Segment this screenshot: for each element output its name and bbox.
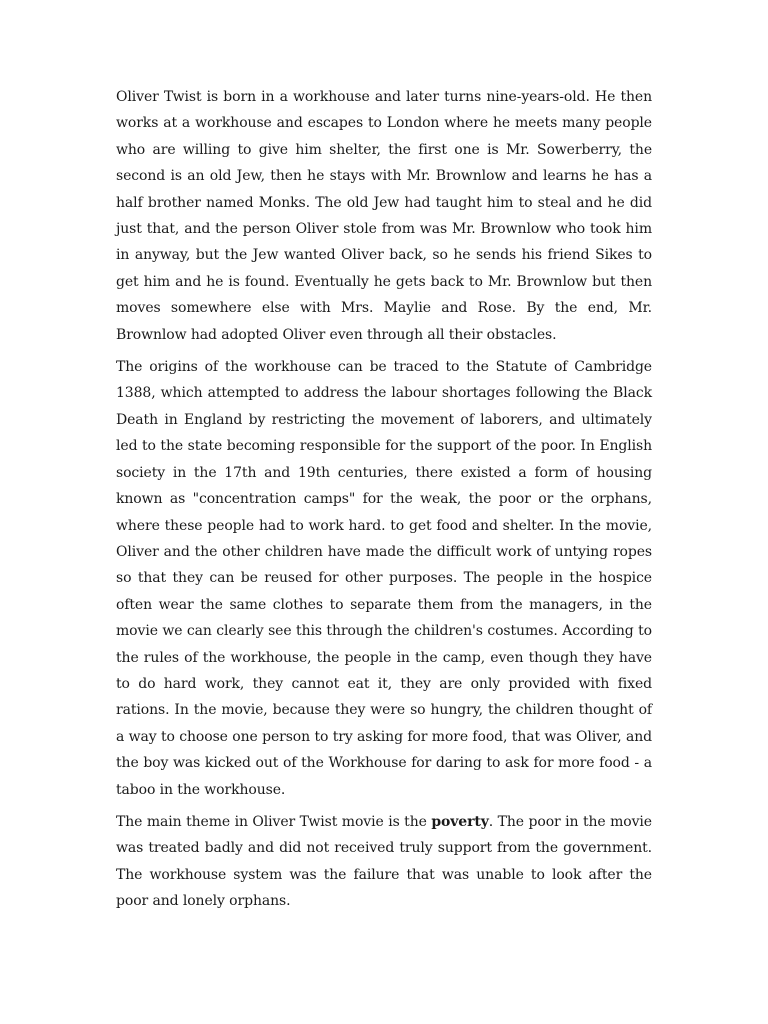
paragraph-main-theme (116, 809, 652, 915)
paragraph-plot-summary: Oliver Twist is born in a workhouse and later turns nine-years-old. He then works at a workhouse and escapes to London where he meets many people who are willing to give him shelter, the first one is Mr. Sowerberry, the second is an old Jew, then he stays with Mr. Brownlow and learns he has a half brother named Monks. The old Jew had taught him to steal and he did just that, and the person Oliver stole from was Mr. Brownlow who took him in anyway, but the Jew wanted Oliver back, so he sends his friend Sikes to get him and he is found. Eventually he gets back to Mr. Brownlow but then moves somewhere else with Mrs. Maylie and Rose. By the end, Mr. Brownlow had adopted Oliver even through all their obstacles. (116, 89, 652, 343)
theme-text-before: The main theme in Oliver Twist movie is the (116, 813, 432, 830)
theme-text-after: . The poor in the movie was treated badly and did not received truly support from the government. The workhouse system was the failure that was unable to look after the poor and lonely orphans. (116, 813, 652, 910)
theme-keyword: poverty (431, 813, 489, 830)
document-body (116, 84, 652, 921)
paragraph-workhouse-origins: The origins of the workhouse can be traced to the Statute of Cambridge 1388, which attempted to address the labour shortages following the Black Death in England by restricting the movement of laborers, and ultimately led to the state becoming responsible for the support of the poor. In English society in the 17th and 19th centuries, there existed a form of housing known as "concentration camps" for the weak, the poor or the orphans, where these people had to work hard. to get food and shelter. In the movie, Oliver and the other children have made the difficult work of untying ropes so that they can be reused for other purposes. The people in the hospice often wear the same clothes to separate them from the managers, in the movie we can clearly see this through the children's costumes. According to the rules of the workhouse, the people in the camp, even though they have to do hard work, they cannot eat it, they are only provided with fixed rations. In the movie, because they were so hungry, the children thought of a way to choose one person to try asking for more food, that was Oliver, and the boy was kicked out of the Workhouse for daring to ask for more food - a taboo in the workhouse. (116, 359, 652, 798)
